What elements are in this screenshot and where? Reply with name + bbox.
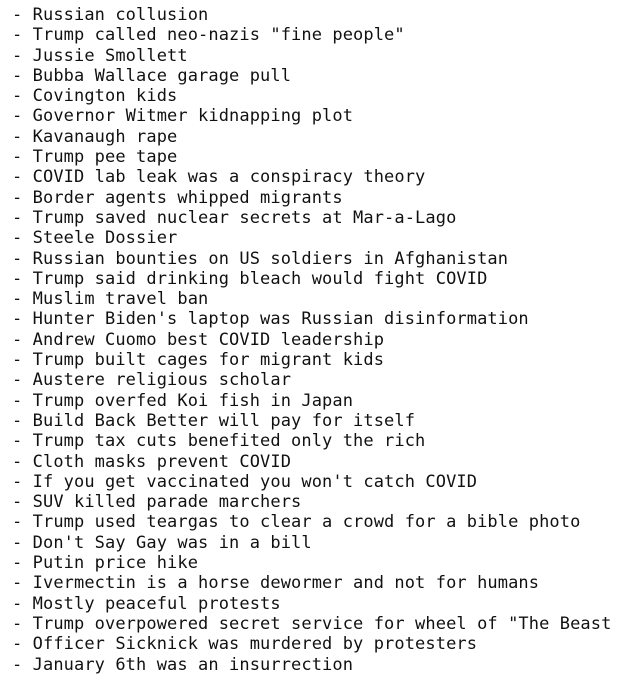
list-item: - Covington kids xyxy=(12,86,178,107)
list-item: - Governor Witmer kidnapping plot xyxy=(12,106,354,127)
list-item: - Trump overfed Koi fish in Japan xyxy=(12,390,354,411)
list-item: - Don't Say Gay was in a bill xyxy=(12,532,312,553)
text-list xyxy=(12,5,632,675)
list-item: - Trump tax cuts benefited only the rich xyxy=(12,431,426,452)
list-item: - Russian collusion xyxy=(12,5,209,25)
list-item: - Muslim travel ban xyxy=(12,289,209,310)
list-item: - Austere religious scholar xyxy=(12,370,292,391)
list-item: - Putin price hike xyxy=(12,553,199,574)
list-item: - Trump pee tape xyxy=(12,147,178,168)
list-item: - Jussie Smollett xyxy=(12,45,188,66)
list-item: - Russian bounties on US soldiers in Afghanistan xyxy=(12,248,509,269)
list-item: - Trump used teargas to clear a crowd for a bible photo xyxy=(12,512,581,533)
list-item: - Andrew Cuomo best COVID leadership xyxy=(12,329,385,350)
list-item: - Trump saved nuclear secrets at Mar-a-Lago xyxy=(12,207,457,228)
list-item: - Trump called neo-nazis "fine people" xyxy=(12,25,405,46)
list-item: - Build Back Better will pay for itself xyxy=(12,410,416,431)
list-item: - Trump built cages for migrant kids xyxy=(12,350,385,371)
list-item: - Cloth masks prevent COVID xyxy=(12,451,292,472)
list-item: - Trump said drinking bleach would fight COVID xyxy=(12,268,488,289)
list-item: - Kavanaugh rape xyxy=(12,126,178,147)
list-item: - Ivermectin is a horse dewormer and not for humans xyxy=(12,573,540,594)
list-item: - Steele Dossier xyxy=(12,228,178,249)
list-item: - SUV killed parade marchers xyxy=(12,492,302,513)
list-item: - Border agents whipped migrants xyxy=(12,187,343,208)
list-item: - Officer Sicknick was murdered by protesters xyxy=(12,634,478,655)
list-item: - January 6th was an insurrection xyxy=(12,654,354,675)
list-item: - Trump overpowered secret service for wheel of "The Beast xyxy=(12,613,612,634)
list-item: - Hunter Biden's laptop was Russian disinformation xyxy=(12,309,529,330)
list-item: - COVID lab leak was a conspiracy theory xyxy=(12,167,426,188)
list-item: - Bubba Wallace garage pull xyxy=(12,65,292,86)
list-item: - Mostly peaceful protests xyxy=(12,593,281,614)
list-item: - If you get vaccinated you won't catch COVID xyxy=(12,471,478,492)
